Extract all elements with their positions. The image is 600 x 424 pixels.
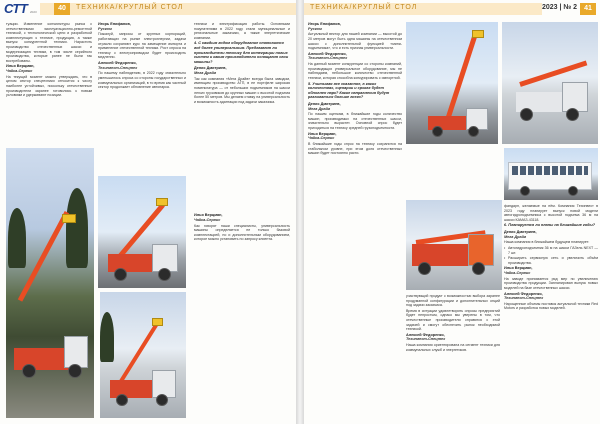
speaker-org: Чайка-Сервис: [6, 68, 33, 73]
page-gutter: [296, 0, 304, 424]
speaker-name: Денис Дмитриев,: [308, 101, 341, 106]
speaker-org: Чайка-Сервис: [504, 270, 531, 275]
speaker-name: Илья Верцман,: [308, 131, 337, 136]
speaker-org: Мега Драйв: [308, 106, 331, 111]
section-title: ТЕХНИКА/КРУГЛЫЙ СТОЛ: [76, 4, 184, 11]
crane-photo-truck: [98, 176, 186, 288]
paragraph: На заводе принимается ряд мер по увеличению производства продукции. Запланирован выпуск новых моделей на базе отечественных шасси.: [504, 276, 598, 290]
bus-photo: [504, 148, 598, 200]
speaker-org: Мега Драйв: [504, 234, 527, 239]
speaker-org: Техинвест-Спецтех: [406, 337, 446, 342]
speaker-name: Алексей Федоренко,: [504, 291, 543, 296]
logo-year: 2023: [30, 10, 37, 14]
paragraph: Время в ситуации удовлетворить опросы предприятий будет непростым, однако мы уверены в том, что отечественные производители справятся с этой задачей и смогут обеспечить рынок необходимой техникой.: [406, 308, 500, 332]
paragraph: Пожалуй, запросы от крупных корпораций, работающих на рынке электроэнергии, задачи отрасли сохраняют курс на замещение импорта и применение отечественной техники. Рост спроса на технику с электроприводом будет происходить медленно.: [98, 32, 186, 60]
page-number: 41: [580, 3, 596, 15]
left-column-3: [194, 22, 290, 418]
paragraph: Наша компания ориентирована на сегмент техники для коммунальных служб и энергетиков.: [406, 343, 500, 352]
crane-basket: [62, 214, 76, 223]
page-number: 40: [54, 3, 70, 15]
speaker-name: Илья Верцман,: [504, 266, 533, 271]
speaker-name: Игорь Епифанов,: [98, 22, 131, 26]
bullet-item: • Автогидроподъемник 36 м на шасси ГАЗель NEXT — 7 шт.: [504, 246, 598, 255]
paragraph: Нарощенные объемы поставок актуальной техники Red Motors и разработка новых моделей.: [504, 301, 598, 311]
speaker-name: Алексей Федоренко,: [308, 51, 347, 56]
question-heading: 5. Учитывая все сказанное, в каких количествах, сценарии и сроках будет обновлен парк? Какие направления будут развиваться больше всего?: [308, 81, 390, 100]
speaker-name: Илья Верцман,: [6, 64, 35, 69]
crane-photo-orange: [406, 200, 502, 290]
speaker-org: Техинвест-Спецтех: [308, 56, 348, 61]
left-header: [0, 0, 296, 18]
right-column-3: [504, 204, 598, 418]
speaker-org: Руском: [98, 26, 112, 31]
right-page: [304, 0, 600, 424]
right-column-1: [308, 22, 402, 418]
section-title: ТЕХНИКА/КРУГЛЫЙ СТОЛ: [310, 4, 418, 11]
paragraph: Так как компания «Мега Драйв» всегда была заводом, имеющим производство АГП, в ее портфеле широкая номенклатура — от небольших подъемников на шасси легких грузовиков до крупных машин с высотой подъема более 50 метров. Мы делаем ставку на универсальность и возможность адаптации под задачи заказчика.: [194, 76, 290, 104]
speaker-org: Руском: [308, 26, 322, 31]
magazine-logo: СТТ: [4, 1, 28, 16]
paragraph: туации. Изменение конъюнктуры рынка с отечественными эксплуатационно-ремонтной техникой, с технологической цепи и разработкой комплектующих к технике, продукция, а также выпуск конкурентной техники. Нарастить производство отечественных шасси и модернизацию техники, в том числе серийного производства, которые ранее не были так востребованы.: [6, 22, 92, 63]
question-heading: 4. С каждым годом оборудование становится всё более универсальным. Предлагают ли производители технику для интеграции новых систем и каким производители оснащают свои машины?: [194, 41, 289, 64]
speaker-org: Чайка-Сервис: [194, 217, 221, 222]
paragraph: фандарн, желаемые на нём. Компания Техинвест в 2023 году планирует выпуск новой модели автогидроподъемника с высотой подъема 36 м на шасси КАМАЗ-43118.: [504, 204, 598, 222]
right-header: [304, 0, 600, 18]
speaker-name: Алексей Федоренко,: [98, 60, 137, 65]
paragraph: Как говорят наши специалисты, универсальность машины определяется не только базовой комплектацией, но и дополнительным оборудованием, которое можно установить по запросу клиента.: [194, 223, 290, 242]
speaker-org: Техинвест-Спецтех: [98, 65, 138, 70]
speaker-name: Денис Дмитриев,: [194, 66, 227, 71]
paragraph: По нашему наблюдению, в 2022 году значительно уменьшилось спроса со стороны государственных и коммунальных организаций, в то время как частный сектор продолжает обновление автопарка.: [98, 71, 186, 90]
crane-photo-forest: [6, 148, 94, 418]
paragraph: По нашим оценкам, в ближайшие годы количество машин, производимых на отечественных шасси, значительно вырастет. Основной спрос будет приходиться на технику средней грузоподъемности.: [308, 112, 402, 131]
question-heading: 6. Планируется ли планы на ближайшие годы?: [504, 223, 596, 228]
paragraph: Актуальный вектор для нашей компании — высотой до 20 метров могут быть одна машины на отечественном шасси с дополнительной функцией «мини-подъемника», что и есть признак универсальности.: [308, 32, 402, 51]
speaker-name: Игорь Епифанов,: [308, 22, 341, 26]
crane-photo-tall: [406, 22, 498, 144]
crane-photo-white: [502, 22, 598, 144]
speaker-org: Чайка-Сервис: [308, 136, 335, 141]
paragraph: На текущий момент можно утверждать, что в целом сектор спецтехники относится к числу наиболее устойчивых, поскольку отечественные производители заранее готовились к новым условиям и удерживают позиции.: [6, 74, 92, 98]
issue-number: 2023 | № 2: [542, 4, 578, 11]
left-column-2: [98, 22, 186, 172]
paragraph: техники и электрификация работы. Основными покупателями в 2022 году стали муниципальные и региональные заказчики, а также энергетические компании.: [194, 22, 290, 40]
left-page: [0, 0, 296, 424]
speaker-name: Денис Дмитриев,: [504, 229, 537, 234]
bullet-item: • Расширить сервисную сеть и увеличить объём производства.: [504, 256, 598, 265]
right-column-2: [406, 294, 500, 418]
speaker-org: Мега Драйв: [194, 70, 217, 75]
paragraph: участвующий продукт с возможностью выбора заранее продуманной конфигурации и дополнительных опций под задачи заказчика.: [406, 294, 500, 308]
paragraph: На данный момент конкуренции со стороны компаний, производящих универсальное оборудование, мы не наблюдаем, небольшое количество отечественной техники, которая способна конкурировать с импортной.: [308, 62, 402, 80]
paragraph: В ближайшие годы спрос на технику сохранится на стабильном уровне, при этом доля отечественных машин будет постоянно расти.: [308, 142, 402, 156]
speaker-org: Техинвест-Спецтех: [504, 296, 544, 301]
crane-photo-snow: [100, 292, 186, 418]
speaker-name: Алексей Федоренко,: [406, 332, 445, 337]
paragraph: Наша компания в ближайшем будущем планирует:: [504, 240, 590, 245]
speaker-name: Илья Верцман,: [194, 213, 223, 218]
